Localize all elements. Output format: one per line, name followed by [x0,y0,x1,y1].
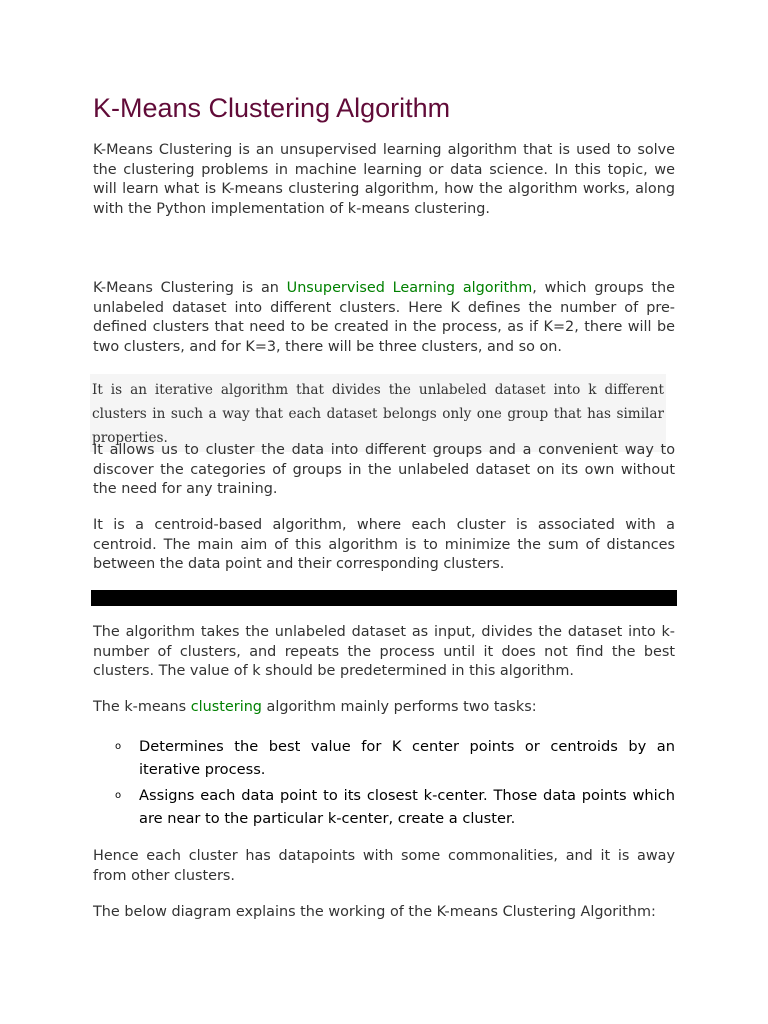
hence-paragraph: Hence each cluster has datapoints with some commonalities, and it is away from other clusters. [93,848,675,884]
hence-section [93,847,675,886]
circle-bullet-icon: o [115,790,122,801]
black-divider-bar [91,590,677,606]
circle-bullet-icon: o [115,741,122,752]
allows-paragraph: It allows us to cluster the data into different groups and a convenient way to discover the categories of groups in the unlabeled dataset on its own without the need for any training. [93,442,675,498]
intro-paragraph: K-Means Clustering is an unsupervised learning algorithm that is used to solve the clustering problems in machine learning or data science. In this topic, we will learn what is K-means clustering algorithm, how the algorithm works, along with the Python implementation of k-means clustering. [93,142,675,217]
definition-text-after: , which groups the unlabeled dataset into different clusters. Here K defines the number of pre-defined clusters that need to be created in the process, as if K=2, there will be two clusters, and for K=3, there will be three clusters, and so on. [93,280,675,355]
highlight-note: It is an iterative algorithm that divides the unlabeled dataset into k different clusters in such a way that each dataset belongs only one group that has similar properties. [90,374,666,452]
tasks-list [93,736,675,834]
definition-paragraph [93,279,675,357]
clustering-link[interactable]: clustering [190,699,262,715]
task-text: Determines the best value for K center points or centroids by an iterative process. [139,738,675,778]
tasks-intro-section [93,698,675,718]
diagram-intro-paragraph: The below diagram explains the working of the K-means Clustering Algorithm: [93,904,656,920]
definition-section [93,279,675,357]
list-item [93,785,675,830]
allows-section [93,441,675,500]
definition-text-before: K-Means Clustering is an [93,280,287,296]
list-item [93,736,675,781]
tasks-intro-paragraph [93,698,675,718]
task-text: Assigns each data point to its closest k-center. Those data points which are near to the particular k-center, create a cluster. [139,787,675,827]
input-section [93,623,675,682]
intro-section [93,141,675,219]
input-paragraph: The algorithm takes the unlabeled dataset as input, divides the dataset into k-number of clusters, and repeats the process until it does not find the best clusters. The value of k should be predetermined in this algorithm. [93,624,675,680]
unsupervised-learning-link[interactable]: Unsupervised Learning algorithm [286,280,533,296]
page-title: K-Means Clustering Algorithm [93,93,451,123]
diagram-intro-section [93,903,675,923]
tasks-intro-before: The k-means [93,699,191,715]
centroid-section [93,516,675,575]
centroid-paragraph: It is a centroid-based algorithm, where each cluster is associated with a centroid. The main aim of this algorithm is to minimize the sum of distances between the data point and their corresponding clusters. [93,517,675,573]
tasks-intro-after: algorithm mainly performs two tasks: [261,699,537,715]
